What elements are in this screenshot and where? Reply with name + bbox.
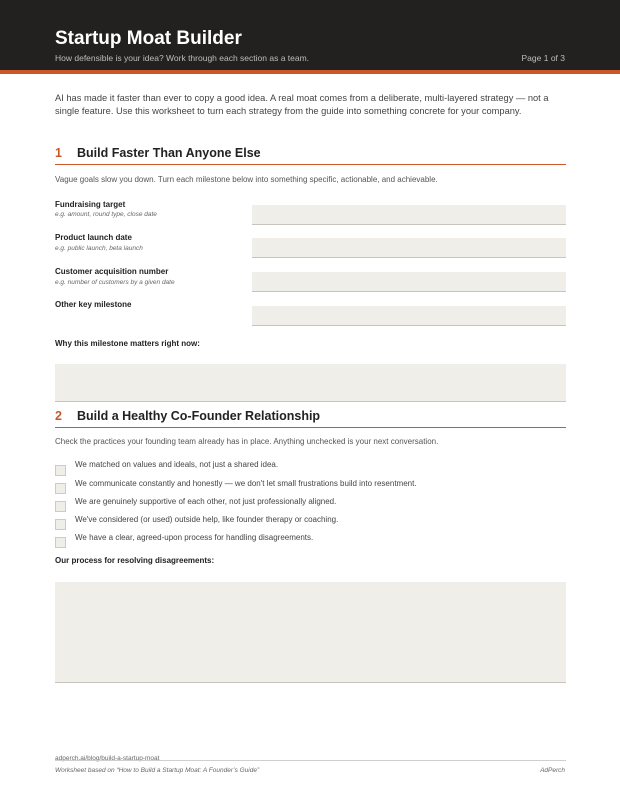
checklist-label: We've considered (or used) outside help, like founder therapy or coaching. [75,515,339,524]
section-description: Vague goals slow you down. Turn each milestone below into something specific, actionable, and achievable. [55,175,438,184]
field-label-fundraising: Fundraising target [55,200,126,209]
product-launch-date-input[interactable] [252,238,566,258]
section-number: 1 [55,146,62,160]
disagreement-process-label: Our process for resolving disagreements: [55,556,215,565]
section-title: Build a Healthy Co-Founder Relationship [77,409,321,423]
field-label-launch: Product launch date [55,233,132,242]
footer-brand: AdPerch [540,767,565,774]
section-number: 2 [55,409,62,423]
page-subtitle: How defensible is your idea? Work through each section as a team. [55,53,310,63]
field-hint-launch: e.g. public launch, beta launch [55,245,143,252]
fundraising-target-input[interactable] [252,205,566,225]
section-title: Build Faster Than Anyone Else [77,146,261,160]
section-1-heading [55,146,566,165]
checklist-label: We have a clear, agreed-upon process for handling disagreements. [75,533,314,542]
intro-paragraph: AI has made it faster than ever to copy a good idea. A real moat comes from a deliberate, multi-layered strategy — not a single feature. Use this worksheet to turn each strategy from the guide into something concrete for your company. [55,93,549,117]
checkbox-outside-help[interactable] [55,519,66,530]
checkbox-values[interactable] [55,465,66,476]
checkbox-communication[interactable] [55,483,66,494]
page-title: Startup Moat Builder [55,28,242,49]
footer-divider [55,760,566,761]
field-hint-fundraising: e.g. amount, round type, close date [55,211,157,218]
why-milestone-label: Why this milestone matters right now: [55,339,200,348]
section-description: Check the practices your founding team already has in place. Anything unchecked is your next conversation. [55,437,439,446]
why-milestone-textarea[interactable] [55,364,566,402]
checklist-label: We matched on values and ideals, not just a shared idea. [75,460,279,469]
header-accent-bar [0,70,620,74]
page-number: Page 1 of 3 [521,53,565,63]
checkbox-disagreement-process[interactable] [55,537,66,548]
checklist-label: We are genuinely supportive of each other, not just professionally aligned. [75,497,337,506]
checkbox-support[interactable] [55,501,66,512]
checklist-label: We communicate constantly and honestly — we don't let small frustrations build into resentment. [75,479,417,488]
field-label-customers: Customer acquisition number [55,267,169,276]
field-label-other: Other key milestone [55,300,132,309]
footer-url: adperch.ai/blog/build-a-startup-moat [55,755,160,762]
page-header [0,0,620,70]
section-2-heading [55,409,566,428]
field-hint-customers: e.g. number of customers by a given date [55,279,175,286]
footer-note: Worksheet based on “How to Build a Startup Moat: A Founder’s Guide” [55,767,260,774]
disagreement-process-textarea[interactable] [55,582,566,683]
customer-acquisition-input[interactable] [252,272,566,292]
other-milestone-input[interactable] [252,306,566,326]
